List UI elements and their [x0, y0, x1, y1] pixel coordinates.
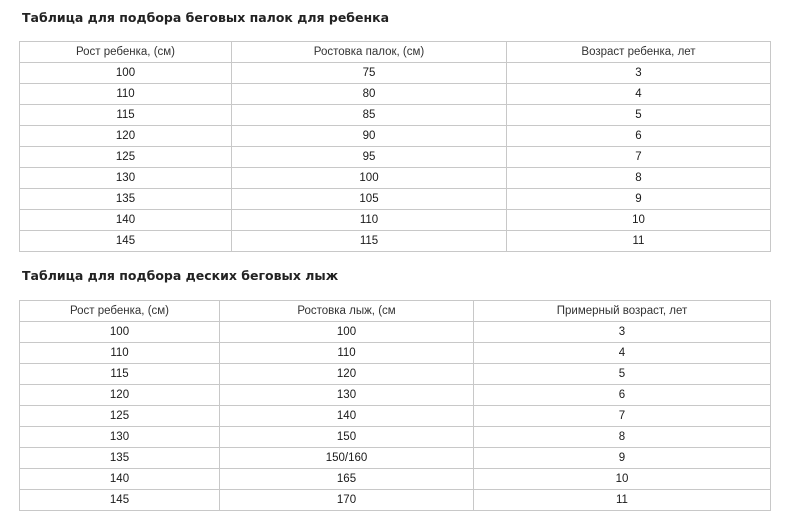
table-cell: 140: [220, 406, 474, 427]
table-cell: 120: [20, 126, 232, 147]
table-cell: 170: [220, 490, 474, 511]
table-cell: 4: [507, 84, 771, 105]
table-cell: 5: [474, 364, 771, 385]
table-cell: 9: [507, 189, 771, 210]
table-cell: 100: [20, 322, 220, 343]
table-cell: 140: [20, 469, 220, 490]
table-cell: 6: [474, 385, 771, 406]
table-cell: 150: [220, 427, 474, 448]
table-row: [20, 364, 771, 385]
table-cell: 110: [20, 84, 232, 105]
table-row: [20, 469, 771, 490]
table-cell: 3: [507, 63, 771, 84]
table-row: [20, 105, 771, 126]
column-header: Примерный возраст, лет: [474, 301, 771, 322]
table-cell: 110: [232, 210, 507, 231]
poles-table: [19, 41, 771, 252]
table-cell: 10: [507, 210, 771, 231]
column-header: Рост ребенка, (см): [20, 301, 220, 322]
table-cell: 9: [474, 448, 771, 469]
table-row: [20, 168, 771, 189]
table-cell: 145: [20, 231, 232, 252]
table-row: [20, 490, 771, 511]
table-cell: 8: [474, 427, 771, 448]
table-cell: 7: [474, 406, 771, 427]
table-cell: 10: [474, 469, 771, 490]
table-cell: 120: [20, 385, 220, 406]
table-row: [20, 406, 771, 427]
table-cell: 110: [20, 343, 220, 364]
table-cell: 135: [20, 189, 232, 210]
column-header: Рост ребенка, (см): [20, 42, 232, 63]
table-cell: 85: [232, 105, 507, 126]
table-cell: 135: [20, 448, 220, 469]
table-cell: 125: [20, 406, 220, 427]
table-cell: 6: [507, 126, 771, 147]
table-cell: 7: [507, 147, 771, 168]
table-cell: 5: [507, 105, 771, 126]
table-cell: 80: [232, 84, 507, 105]
table-cell: 11: [474, 490, 771, 511]
table-cell: 105: [232, 189, 507, 210]
skis-table: [19, 300, 771, 511]
table-cell: 140: [20, 210, 232, 231]
table-row: [20, 210, 771, 231]
poles-table-title: Таблица для подбора беговых палок для ребенка: [22, 10, 390, 25]
table-cell: 115: [20, 105, 232, 126]
column-header: Возраст ребенка, лет: [507, 42, 771, 63]
table-cell: 125: [20, 147, 232, 168]
table-row: [20, 448, 771, 469]
column-header: Ростовка лыж, (см: [220, 301, 474, 322]
table-cell: 3: [474, 322, 771, 343]
table-row: [20, 385, 771, 406]
skis-table-title: Таблица для подбора деских беговых лыж: [22, 268, 339, 283]
table-cell: 130: [20, 168, 232, 189]
table-row: [20, 322, 771, 343]
table-cell: 100: [20, 63, 232, 84]
table-cell: 115: [20, 364, 220, 385]
table-cell: 8: [507, 168, 771, 189]
table-cell: 100: [232, 168, 507, 189]
table-row: [20, 189, 771, 210]
table-cell: 145: [20, 490, 220, 511]
table-cell: 165: [220, 469, 474, 490]
table-cell: 150/160: [220, 448, 474, 469]
table-cell: 115: [232, 231, 507, 252]
table-row: [20, 63, 771, 84]
table-row: [20, 84, 771, 105]
table-cell: 100: [220, 322, 474, 343]
table-cell: 120: [220, 364, 474, 385]
table-cell: 4: [474, 343, 771, 364]
table-cell: 95: [232, 147, 507, 168]
table-row: [20, 427, 771, 448]
table-cell: 130: [220, 385, 474, 406]
table-row: [20, 343, 771, 364]
table-row: [20, 231, 771, 252]
table-cell: 110: [220, 343, 474, 364]
column-header: Ростовка палок, (см): [232, 42, 507, 63]
table-cell: 75: [232, 63, 507, 84]
table-cell: 130: [20, 427, 220, 448]
table-row: [20, 147, 771, 168]
table-row: [20, 126, 771, 147]
table-cell: 90: [232, 126, 507, 147]
table-header-row: [20, 301, 771, 322]
table-cell: 11: [507, 231, 771, 252]
table-header-row: [20, 42, 771, 63]
